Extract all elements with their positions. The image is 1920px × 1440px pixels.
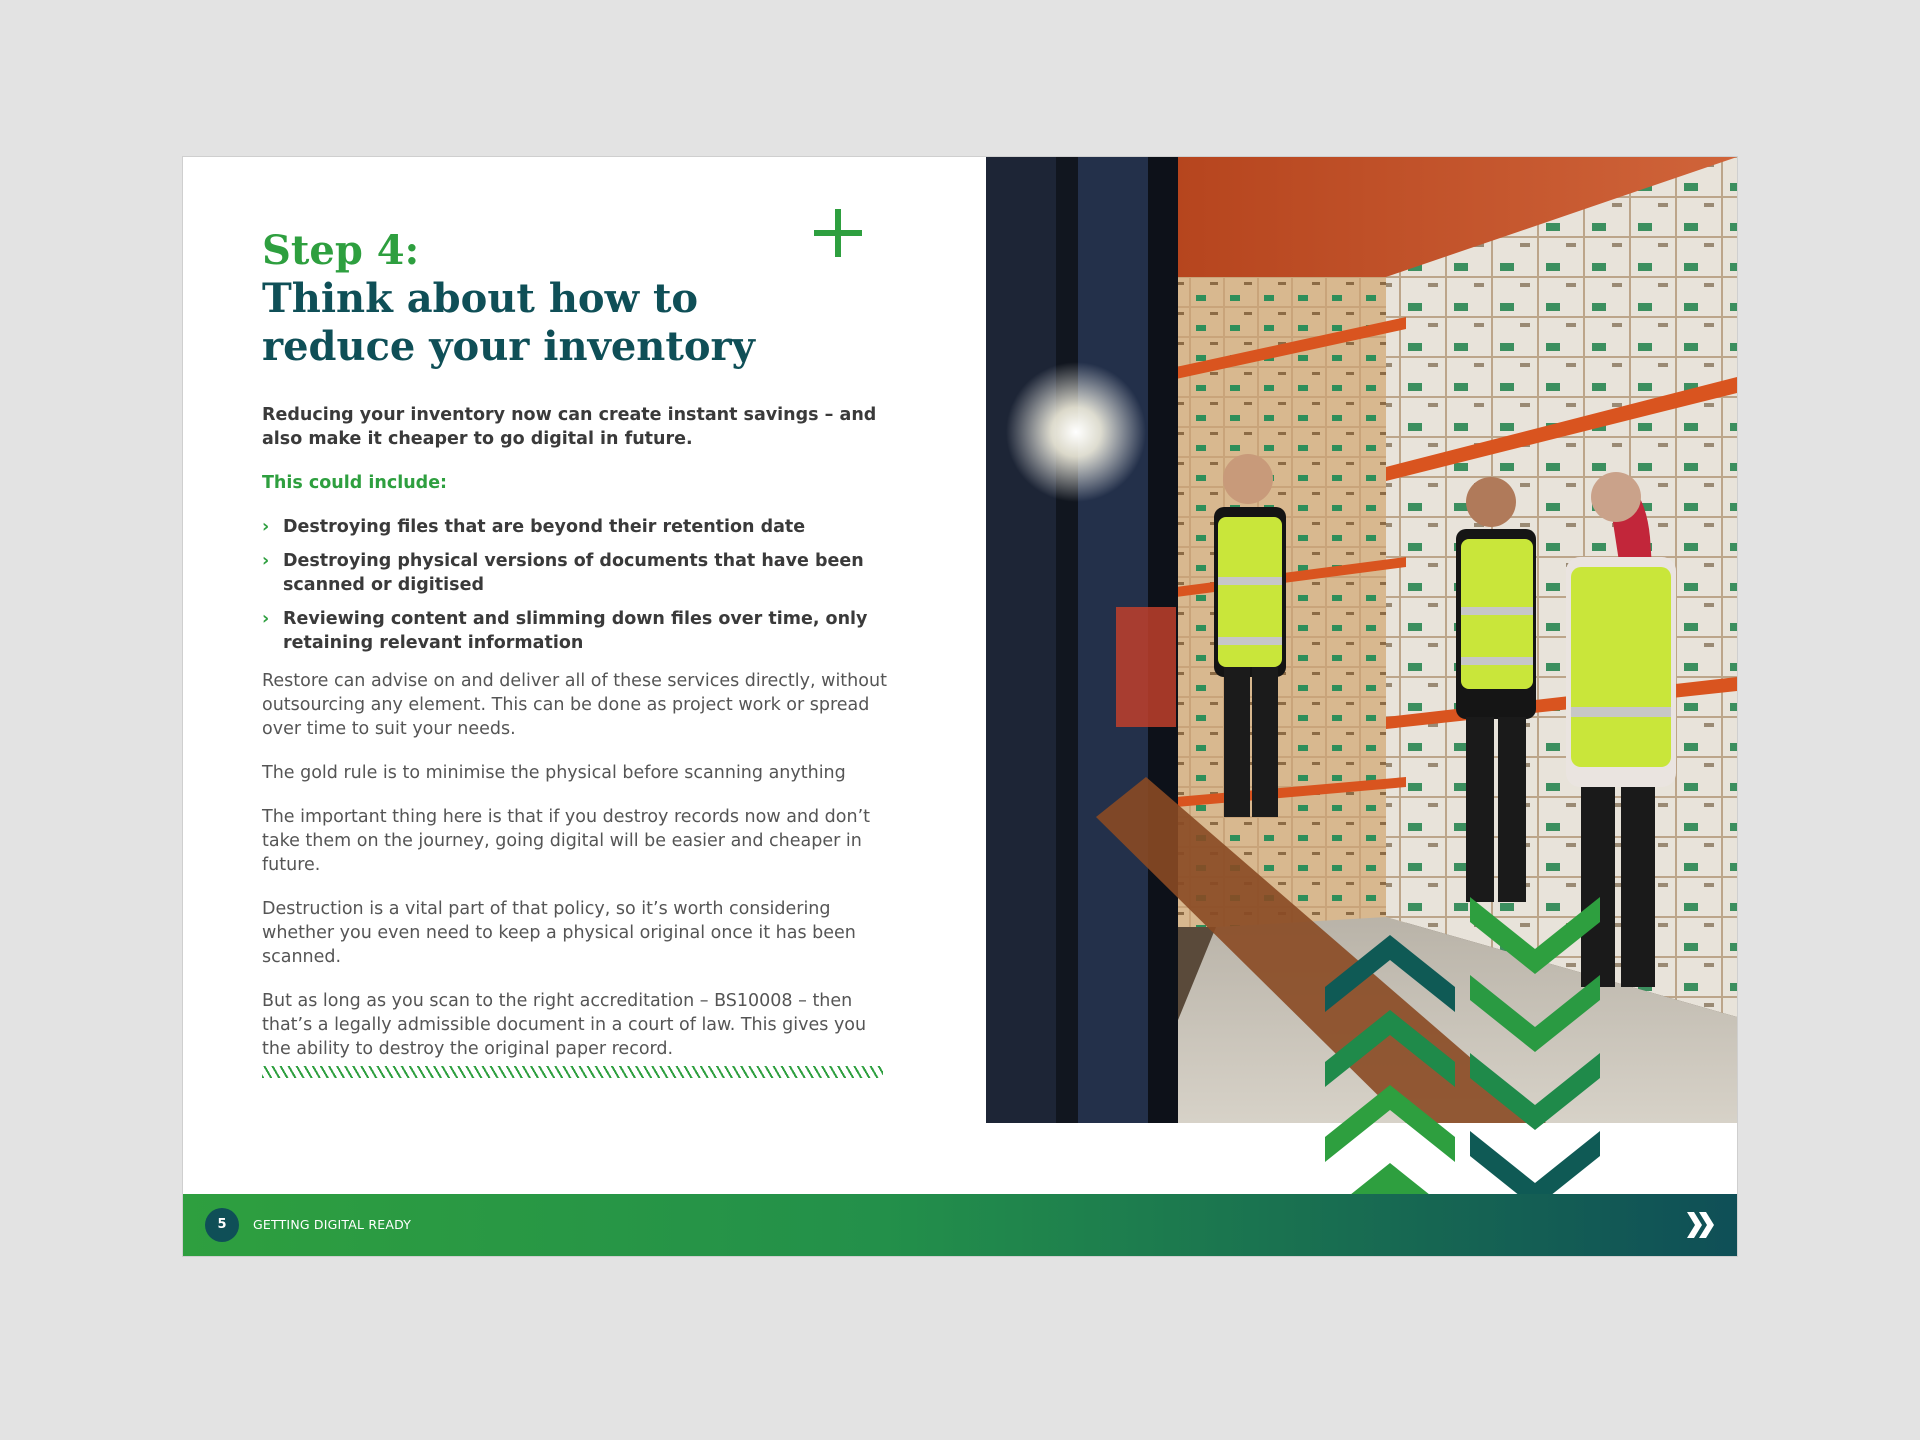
chevron-down-icon bbox=[1470, 1053, 1600, 1130]
title-line-2: reduce your inventory bbox=[262, 323, 755, 370]
list-item bbox=[262, 549, 892, 597]
chevron-graphic bbox=[1320, 887, 1620, 1207]
chevron-up-icon bbox=[1325, 1010, 1455, 1087]
body-paragraph: But as long as you scan to the right accreditation – BS10008 – then that’s a legally admissible document in a court of law. This gives you the ability to destroy the original paper record. bbox=[262, 991, 867, 1059]
footer-title: GETTING DIGITAL READY bbox=[253, 1217, 412, 1232]
chevron-up-icon bbox=[1325, 1085, 1455, 1162]
include-label: This could include: bbox=[262, 473, 448, 493]
bullet-chevron-icon: › bbox=[262, 517, 270, 537]
text-column bbox=[262, 227, 892, 1061]
page-title bbox=[262, 275, 892, 371]
list-item bbox=[262, 515, 892, 539]
body-paragraph: Destruction is a vital part of that policy, so it’s worth considering whether you even need to keep a physical original once it has been scanned. bbox=[262, 899, 856, 967]
bullet-text: Reviewing content and slimming down files over time, only retaining relevant information bbox=[283, 609, 868, 653]
double-chevron-right-icon[interactable] bbox=[1685, 1210, 1717, 1240]
chevron-down-icon bbox=[1470, 897, 1600, 974]
title-line-1: Think about how to bbox=[262, 275, 699, 322]
body-paragraph: Restore can advise on and deliver all of these services directly, without outsourcing any element. This can be done as project work or spread over time to suit your needs. bbox=[262, 671, 887, 739]
body-paragraph: The important thing here is that if you destroy records now and don’t take them on the journey, going digital will be easier and cheaper in future. bbox=[262, 807, 871, 875]
bullet-text: Destroying physical versions of documents that have been scanned or digitised bbox=[283, 551, 864, 595]
bullet-list bbox=[262, 515, 892, 655]
step-label: Step 4: bbox=[262, 227, 420, 274]
chevron-up-icon bbox=[1325, 935, 1455, 1012]
document-page bbox=[183, 157, 1737, 1256]
chevron-down-icon bbox=[1470, 975, 1600, 1052]
list-item bbox=[262, 607, 892, 655]
bullet-chevron-icon: › bbox=[262, 551, 270, 571]
footer-bar bbox=[183, 1194, 1737, 1256]
bullet-chevron-icon: › bbox=[262, 609, 270, 629]
page-number-badge: 5 bbox=[205, 1208, 239, 1242]
body-paragraph: The gold rule is to minimise the physical before scanning anything bbox=[262, 763, 846, 783]
bullet-text: Destroying files that are beyond their retention date bbox=[283, 517, 806, 537]
lead-paragraph: Reducing your inventory now can create instant savings – and also make it cheaper to go digital in future. bbox=[262, 405, 877, 449]
hatched-divider bbox=[262, 1066, 883, 1078]
